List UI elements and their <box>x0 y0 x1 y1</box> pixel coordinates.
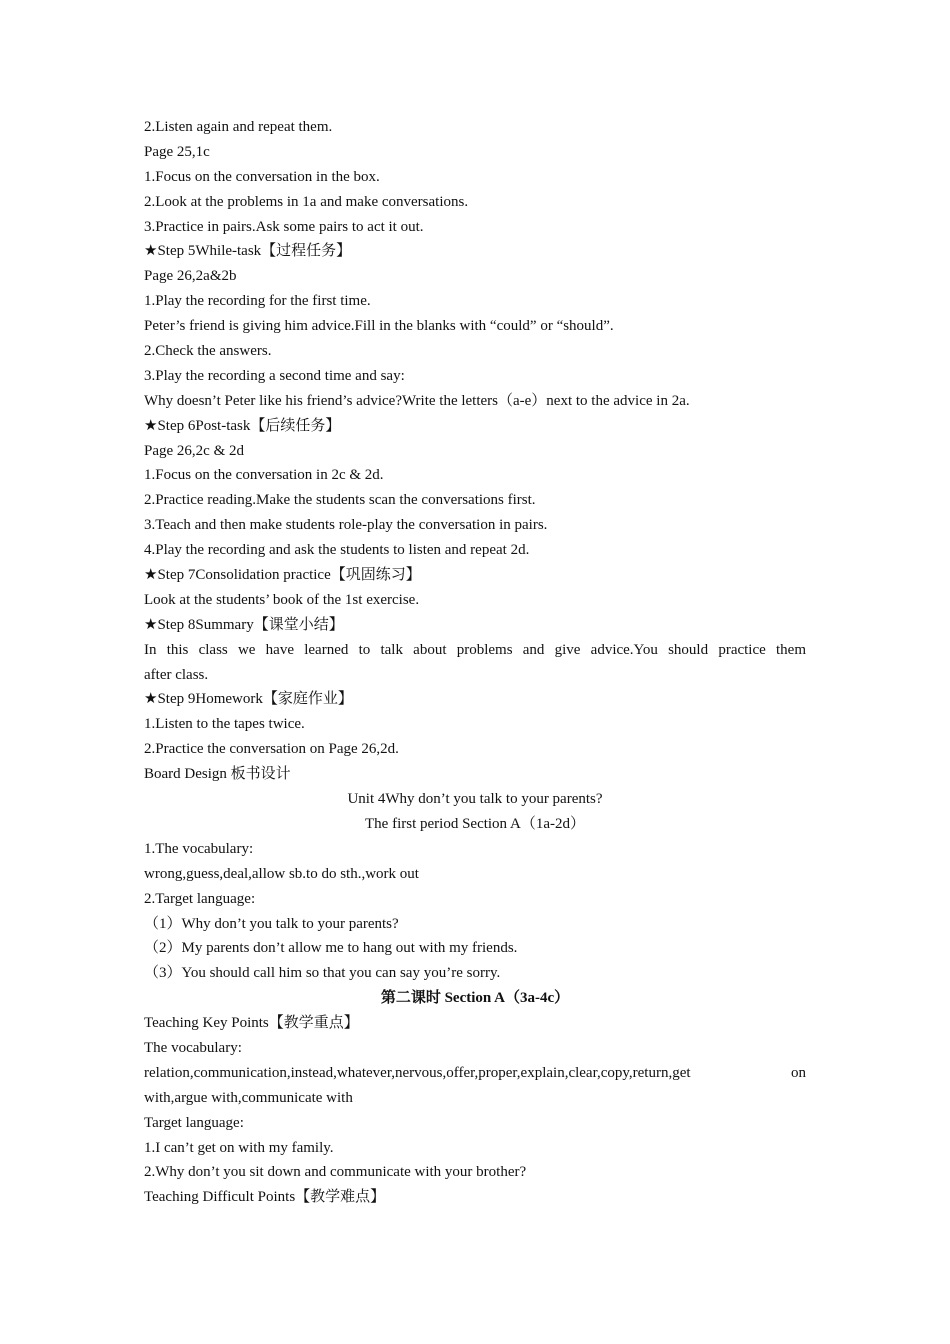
board-title: Unit 4Why don’t you talk to your parents? <box>347 791 603 808</box>
summary-paragraph-line: after class. <box>144 666 209 683</box>
document-page <box>144 115 806 1210</box>
vocabulary-line: with,argue with,communicate with <box>144 1089 353 1106</box>
section-heading: Teaching Key Points【教学重点】 <box>144 1015 359 1032</box>
vocabulary-line <box>144 1061 806 1086</box>
page-reference: Page 26,2a&2b <box>144 268 237 285</box>
page-reference: Page 26,2c & 2d <box>144 442 244 459</box>
text-line: Look at the students’ book of the 1st exercise. <box>144 591 420 608</box>
list-item: （3）You should call him so that you can say you’re sorry. <box>144 965 501 982</box>
board-subtitle: The first period Section A（1a-2d） <box>365 815 585 832</box>
section-heading: Board Design 板书设计 <box>144 766 291 783</box>
text-line: 1.Focus on the conversation in 2c & 2d. <box>144 467 384 484</box>
step-heading: ★Step 8Summary【课堂小结】 <box>144 616 344 633</box>
text-line: 3.Practice in pairs.Ask some pairs to act it out. <box>144 218 424 235</box>
list-item: （2）My parents don’t allow me to hang out with my friends. <box>144 940 518 957</box>
text-line: 2.Check the answers. <box>144 343 272 360</box>
text-line: Target language: <box>144 1114 244 1131</box>
vocabulary-text: relation,communication,instead,whatever,nervous,offer,proper,explain,clear,copy,return,get <box>144 1064 691 1081</box>
text-line: 2.Target language: <box>144 890 256 907</box>
text-line: 1.The vocabulary: <box>144 840 254 857</box>
section-heading: Teaching Difficult Points【教学难点】 <box>144 1189 386 1206</box>
text-line: 2.Listen again and repeat them. <box>144 119 333 135</box>
step-heading: ★Step 5While-task【过程任务】 <box>144 243 352 260</box>
text-line: 1.Play the recording for the first time. <box>144 293 371 310</box>
text-line: 3.Play the recording a second time and say: <box>144 367 405 384</box>
vocabulary-text: on <box>791 1064 806 1081</box>
text-line: 2.Look at the problems in 1a and make conversations. <box>144 193 469 210</box>
text-line: 1.Focus on the conversation in the box. <box>144 168 380 185</box>
step-heading: ★Step 6Post-task【后续任务】 <box>144 417 341 434</box>
text-line: wrong,guess,deal,allow sb.to do sth.,work out <box>144 865 419 882</box>
text-line: 2.Practice the conversation on Page 26,2d. <box>144 741 399 758</box>
page-reference: Page 25,1c <box>144 143 210 160</box>
text-line: Peter’s friend is giving him advice.Fill in the blanks with “could” or “should”. <box>144 318 614 335</box>
text-line: 1.I can’t get on with my family. <box>144 1139 334 1156</box>
text-line: Why doesn’t Peter like his friend’s advice?Write the letters（a-e）next to the advice in 2a. <box>144 392 690 409</box>
text-line: 2.Practice reading.Make the students scan the conversations first. <box>144 492 536 509</box>
text-line: 3.Teach and then make students role-play the conversation in pairs. <box>144 517 548 534</box>
list-item: （1）Why don’t you talk to your parents? <box>144 915 399 932</box>
text-line: 1.Listen to the tapes twice. <box>144 716 305 733</box>
text-line: 4.Play the recording and ask the students to listen and repeat 2d. <box>144 542 530 559</box>
step-heading: ★Step 7Consolidation practice【巩固练习】 <box>144 567 421 584</box>
summary-paragraph-line: In this class we have learned to talk about problems and give advice.You should practice them <box>144 641 806 658</box>
text-line: The vocabulary: <box>144 1039 242 1056</box>
text-line: 2.Why don’t you sit down and communicate with your brother? <box>144 1164 527 1181</box>
lesson-heading: 第二课时 Section A（3a-4c） <box>380 990 570 1007</box>
step-heading: ★Step 9Homework【家庭作业】 <box>144 691 353 708</box>
